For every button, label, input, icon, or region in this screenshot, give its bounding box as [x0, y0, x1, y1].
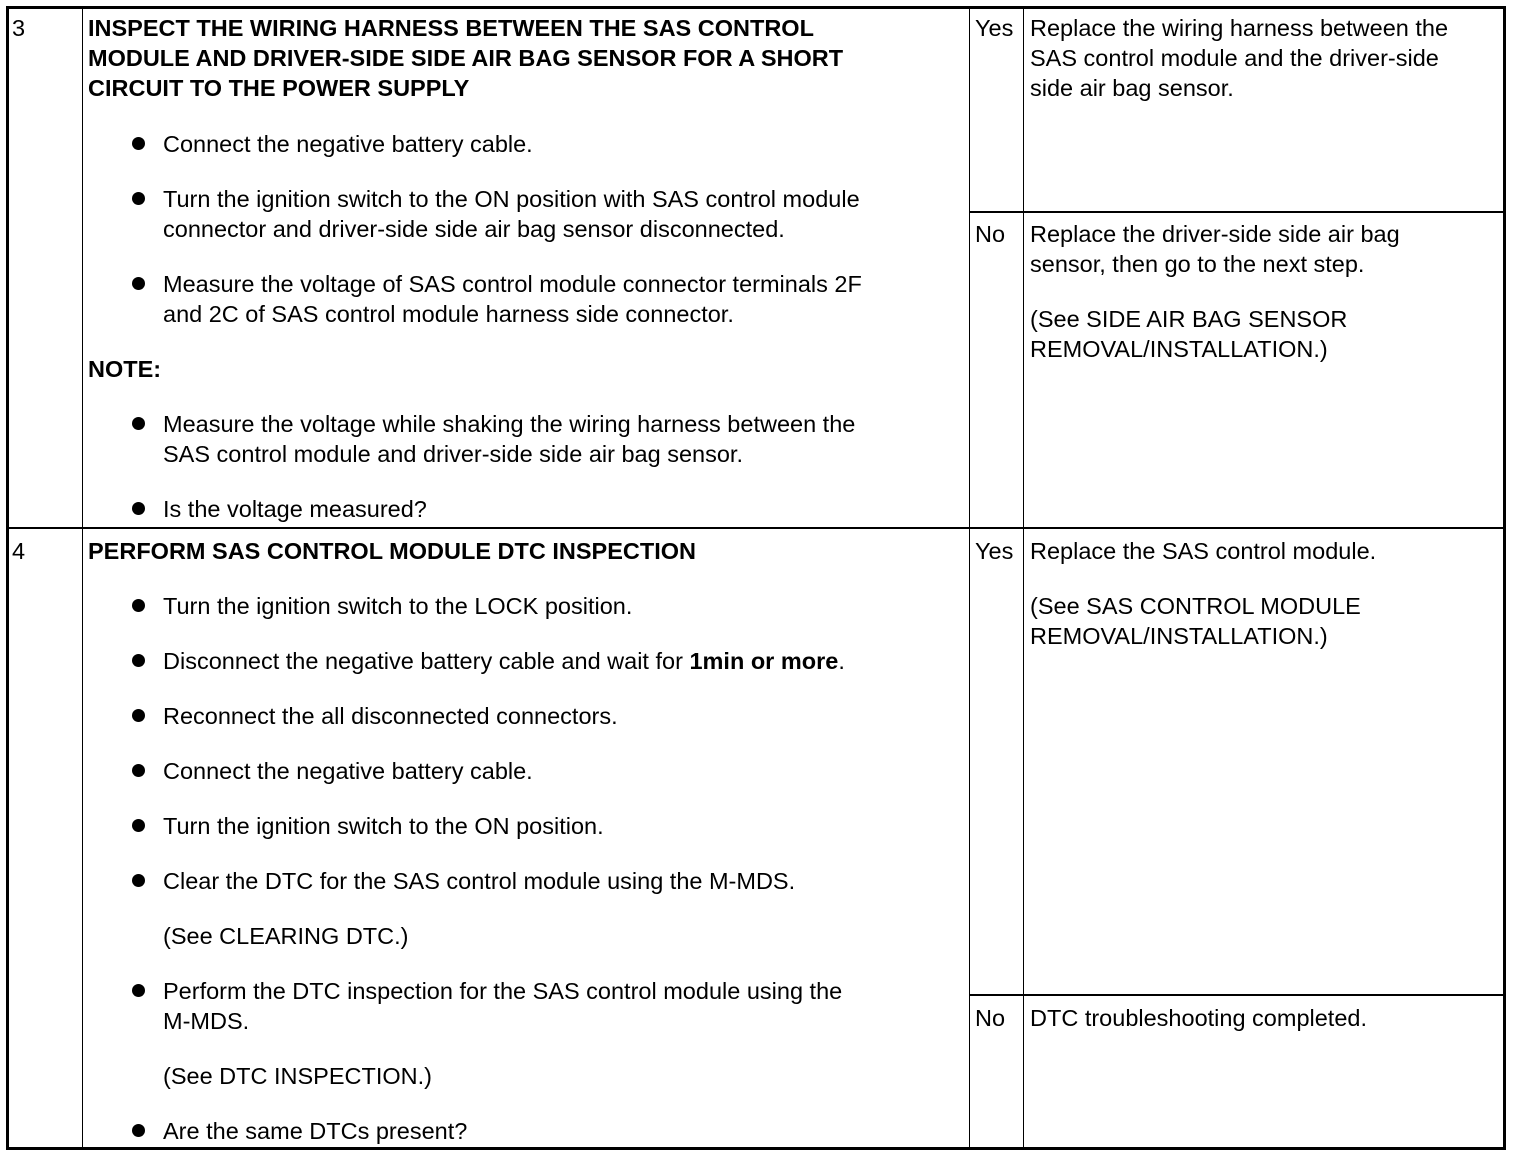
reference-text: (See SIDE AIR BAG SENSOR	[1030, 306, 1348, 332]
result-no-label: No	[975, 1005, 1006, 1031]
result-no-label: No	[975, 221, 1006, 247]
action-text: DTC troubleshooting completed.	[1030, 1005, 1368, 1031]
bullet-dot-icon	[132, 984, 145, 997]
bullet-dot-icon	[132, 277, 145, 290]
step-title-line: PERFORM SAS CONTROL MODULE DTC INSPECTION	[88, 538, 696, 564]
bullet-dot-icon	[132, 1124, 145, 1137]
step-title-line: MODULE AND DRIVER-SIDE SIDE AIR BAG SENSOR FOR A SHORT	[88, 45, 844, 71]
bullet-text: Connect the negative battery cable.	[163, 758, 533, 784]
reference-text: REMOVAL/INSTALLATION.)	[1030, 623, 1328, 649]
bullet-text	[163, 646, 845, 676]
step-number: 3	[12, 15, 26, 41]
result-yes-label: Yes	[975, 538, 1014, 564]
bullet-text: Turn the ignition switch to the LOCK position.	[163, 593, 633, 619]
bullet-text: Perform the DTC inspection for the SAS control module using the	[163, 978, 843, 1004]
bullet-dot-icon	[132, 192, 145, 205]
column-divider-step	[82, 8, 83, 1149]
bullet-text: Turn the ignition switch to the ON position with SAS control module	[163, 186, 860, 212]
bullet-text-post: .	[838, 648, 845, 674]
bullet-dot-icon	[132, 709, 145, 722]
action-text: side air bag sensor.	[1030, 75, 1234, 101]
reference-text: (See CLEARING DTC.)	[163, 923, 409, 949]
bullet-dot-icon	[132, 654, 145, 667]
bullet-text: Are the same DTCs present?	[163, 1118, 468, 1144]
row4-yes-no-divider	[969, 994, 1505, 996]
reference-text: (See DTC INSPECTION.)	[163, 1063, 432, 1089]
bullet-text: Turn the ignition switch to the ON position.	[163, 813, 604, 839]
column-divider-result	[969, 8, 970, 1149]
bullet-text: Is the voltage measured?	[163, 496, 427, 522]
bullet-text-bold: 1min or more	[689, 648, 839, 674]
bullet-dot-icon	[132, 874, 145, 887]
step-title-line: INSPECT THE WIRING HARNESS BETWEEN THE SAS CONTROL	[88, 15, 814, 41]
bullet-text: M-MDS.	[163, 1008, 250, 1034]
bullet-text: connector and driver-side side air bag sensor disconnected.	[163, 216, 785, 242]
bullet-dot-icon	[132, 599, 145, 612]
result-yes-label: Yes	[975, 15, 1014, 41]
bullet-dot-icon	[132, 764, 145, 777]
bullet-text: Measure the voltage while shaking the wiring harness between the	[163, 411, 856, 437]
reference-text: (See SAS CONTROL MODULE	[1030, 593, 1361, 619]
reference-text: REMOVAL/INSTALLATION.)	[1030, 336, 1328, 362]
action-text: Replace the SAS control module.	[1030, 538, 1377, 564]
bullet-text: SAS control module and driver-side side air bag sensor.	[163, 441, 743, 467]
step-number: 4	[12, 538, 26, 564]
row-divider	[8, 527, 1504, 529]
bullet-dot-icon	[132, 137, 145, 150]
bullet-dot-icon	[132, 819, 145, 832]
bullet-dot-icon	[132, 417, 145, 430]
note-label: NOTE:	[88, 356, 162, 382]
action-text: SAS control module and the driver-side	[1030, 45, 1439, 71]
action-text: Replace the driver-side side air bag	[1030, 221, 1400, 247]
bullet-text: and 2C of SAS control module harness side connector.	[163, 301, 734, 327]
bullet-text: Connect the negative battery cable.	[163, 131, 533, 157]
column-divider-action	[1023, 8, 1024, 1149]
bullet-text: Clear the DTC for the SAS control module using the M-MDS.	[163, 868, 796, 894]
action-text: sensor, then go to the next step.	[1030, 251, 1365, 277]
bullet-text: Measure the voltage of SAS control module connector terminals 2F	[163, 271, 862, 297]
row3-yes-no-divider	[969, 211, 1505, 213]
bullet-text-pre: Disconnect the negative battery cable and wait for	[163, 648, 690, 674]
bullet-dot-icon	[132, 502, 145, 515]
action-text: Replace the wiring harness between the	[1030, 15, 1449, 41]
bullet-text: Reconnect the all disconnected connectors.	[163, 703, 618, 729]
step-title-line: CIRCUIT TO THE POWER SUPPLY	[88, 75, 470, 101]
